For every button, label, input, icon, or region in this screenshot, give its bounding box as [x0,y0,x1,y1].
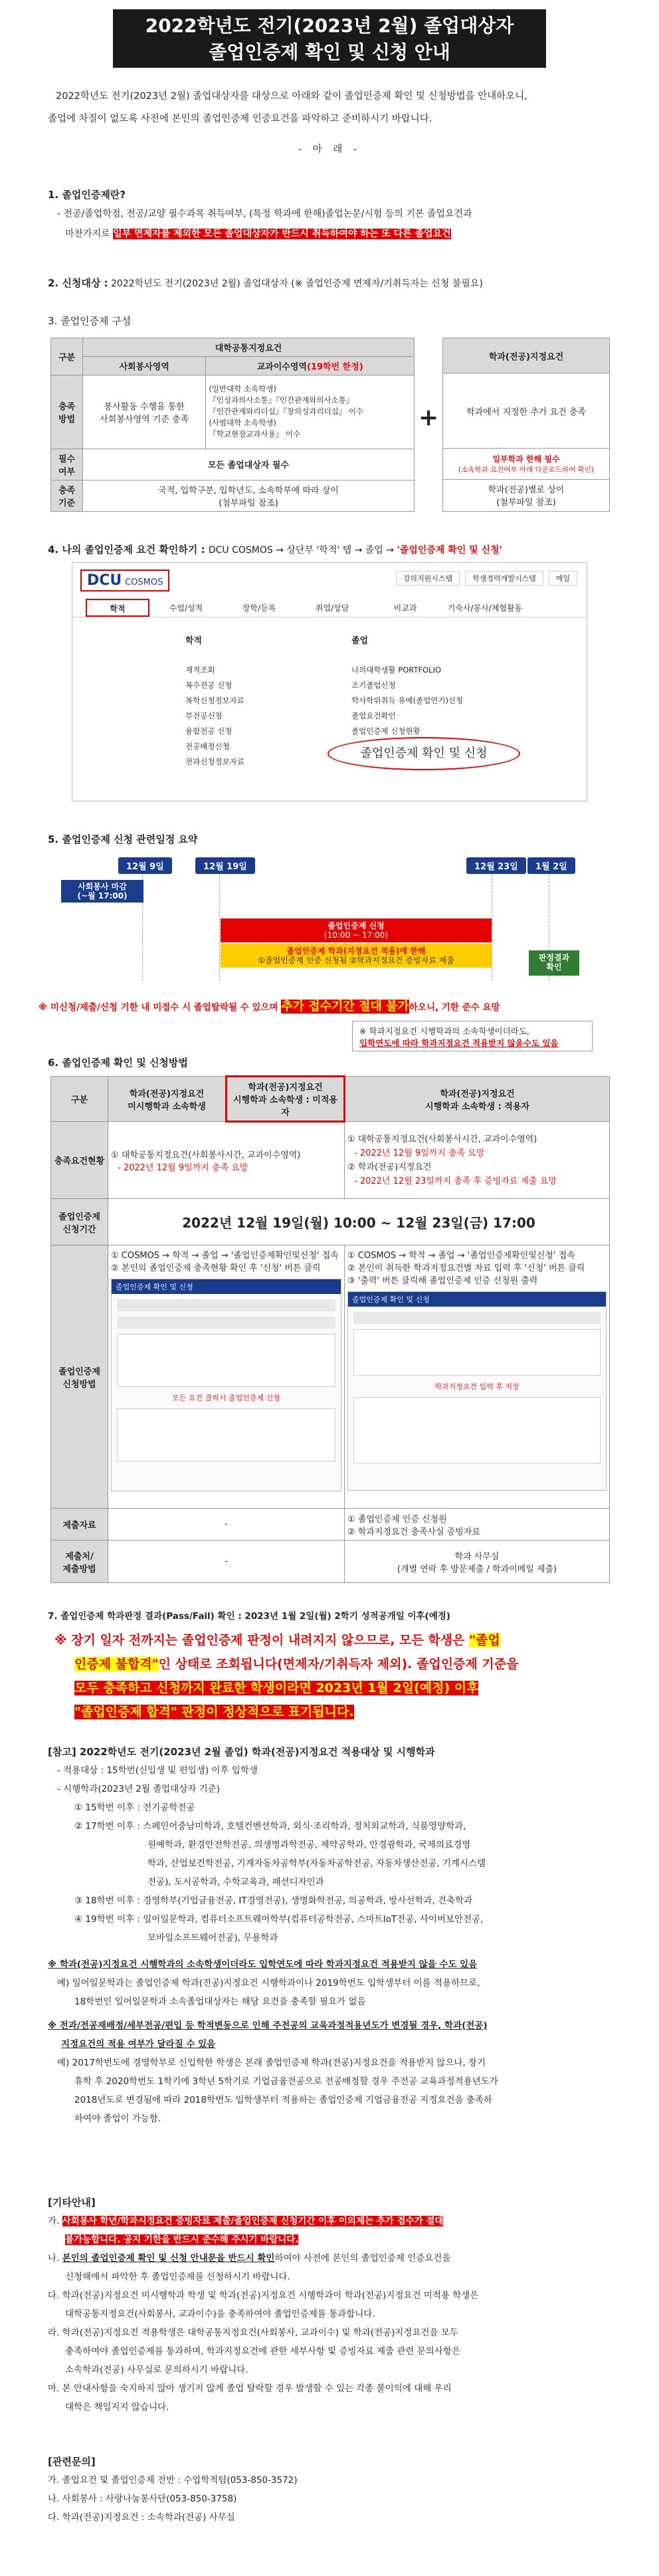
requirement-status-c [345,1122,610,1199]
submission-place-c-line-1: 학과 사무실 [454,1551,500,1562]
method-ab-line-2: ② 본인의 졸업인증제 충족현황 확인 후 '신청' 버튼 클릭 [111,1263,321,1273]
etc-na-label: 나. [48,2253,62,2264]
certification-callout[interactable]: 졸업인증제 확인 및 신청 [328,737,520,770]
warning-line-4-hl: "졸업인증제 합격" 판정이 정상적으로 표기됩니다. [74,1705,354,1719]
reference-target: - 적용대상 : 15학번(신입생 및 편입생) 이후 입학생 [57,1765,258,1776]
submission-docs-c-line-1: ① 졸업인증제 인증 신청원 [347,1514,447,1525]
criteria-major-cell: 학과(전공)별로 상이 (첨부파일 참조) [443,479,610,511]
col-major-exempt-line-2: 시행학과 소속학생 : 미적용자 [233,1095,337,1118]
submission-docs-ab: - [108,1509,345,1541]
reference-item-18: ③ 18학번 이후 : 경영학부(기업금융전공, IT경영전공), 생명화학전공, 의공학과, 방사선학과, 건축학과 [74,1895,473,1906]
col-no-major-line-2: 미시행학과 소속학생 [128,1101,206,1112]
bar-major-submission [221,944,492,968]
section-1-heading: 1. 졸업인증제란? [48,189,126,201]
bar-social-deadline: 사회봉사 마감 (~월 17:00) [61,880,143,903]
date-dec-19: 12월 19일 [195,857,255,874]
top-link-career[interactable]: 학생경력개발시스템 [465,571,543,586]
row-required: 필수 여부 [51,449,83,480]
top-link-lms[interactable]: 강의지원시스템 [396,571,460,586]
menu-item-double-major[interactable]: 복수전공 신청 [185,681,233,690]
cosmos-logo [80,570,169,591]
section-3-heading: 3. 졸업인증제 구성 [48,315,132,327]
contact-department: 다. 학과(전공)지정요건 : 소속학과(전공) 사무실 [48,2512,235,2523]
major-method-cell: 학과에서 지정한 추가 요건 충족 [443,374,610,449]
required-major-line-1: 일부학과 한해 필수 [492,454,560,464]
etc-section [48,2193,632,2416]
cosmos-logo-main: DCU [87,572,122,589]
etc-ga-highlight-2: 불가능합니다. 공지 기한을 반드시 준수해 주시기 바랍니다. [65,2234,299,2245]
nav-tab-scholarship[interactable]: 장학/등록 [242,603,276,613]
title-line-1: 2022학년도 전기(2023년 2월) 졸업대상자 [145,15,514,37]
reference-note-2-example-b: 휴학 후 2020학번도 1학기에 3학년 5학기로 기업금융전공으로 전공배정할 경우 주전공 교육과정적용년도가 [74,2076,498,2087]
reference-section [48,1743,632,2128]
section-1-line-1: - 전공/졸업학점, 전공/교양 필수과목 취득여부, (특정 학과에 한해)졸업논문/시험 등의 기본 졸업요건과 [57,209,472,219]
reference-note-2-example-a: 예) 2017학번도에 경영학부로 신입학한 학생은 본래 졸업인증제 학과(전공)지정요건을 적용받지 않으나, 장기 [57,2058,486,2068]
menu-item-requirement-check[interactable]: 졸업요건확인 [351,711,396,720]
row-method: 충족 방법 [51,376,83,449]
col-liberal-highlight: (19학번 한정) [306,362,363,373]
reference-item-17-c: 학과, 산업보건학전공, 기계자동차공학부(자동차공학전공, 자동차생산전공, 기계시스템 [147,1858,486,1869]
title-banner [113,9,546,68]
warning-suffix: 하오니, 기한 준수 요망 [409,1002,500,1013]
note-line-2: 입학연도에 따라 학과지정요건 적용받지 않을수도 있음 [359,1038,559,1048]
contact-volunteer: 나. 사회봉사 : 사랑나눔봉사단(053-850-3758) [48,2494,237,2504]
row-application-period: 졸업인증제 신청기간 [51,1199,108,1245]
col-liberal-label: 교과이수영역 [256,362,307,373]
section-1-body [48,204,619,244]
reference-item-19-a: ④ 19학번 이후 : 일어일문학과, 컴퓨터소프트웨어학부(컴퓨터공학전공, 스마트IoT전공, 사이버보안전공, [74,1914,484,1925]
section-2-heading: 2. 신청대상 : [48,277,108,289]
reference-item-17-a: ② 17학번 이후 : 스페인어중남미학과, 호텔컨벤션학과, 외식·조리학과, 정치외교학과, 식품영양학과, [74,1821,466,1832]
etc-ma-2: 대학은 책임지지 않습니다. [65,2402,169,2413]
etc-ra-3: 소속학과(전공) 사무실로 문의하시기 바랍니다. [65,2365,248,2375]
menu-academic-head: 학적 [185,636,203,646]
reference-note-1-example-a: 예) 일어일문학과는 졸업인증제 학과(전공)지정요건 시행학과이나 2019학번도 입학생부터 이를 적용하므로, [57,1978,480,1988]
row-application-method: 졸업인증제 신청방법 [51,1245,108,1509]
application-period-cell: 2022년 12월 19일(월) 10:00 ~ 12월 23일(금) 17:00 [108,1199,610,1245]
intro-paragraph [48,85,611,161]
warning-line-3 [54,1676,619,1700]
contact-graduation: 가. 졸업요건 및 졸업인증제 전반 : 수업학적팀(053-850-3572) [48,2475,298,2486]
date-dec-23: 12월 23일 [466,857,526,874]
etc-da-1: 다. 학과(전공)지정요건 미시행학과 학생 및 학과(전공)지정요건 시행학과이 학과(전공)지정요건 미적용 학생은 [48,2290,479,2301]
col-no-major-line-1: 학과(전공)지정요건 [129,1089,205,1099]
col-gubun: 구분 [51,338,83,376]
section-4-path-highlight: '졸업인증제 확인 및 신청' [397,545,502,556]
reference-note-2-b: 지정요건의 적용 여부가 달라질 수 있음 [61,2039,216,2050]
shot-c-grid [353,1329,601,1376]
submission-place-c [345,1541,610,1583]
warning-line-1 [54,1628,619,1652]
bar-apply-line-2: (10:00 ~ 17:00) [324,930,389,940]
reference-item-17-d: 전공), 도시공학과, 수학교육과, 패션디자인과 [147,1877,324,1887]
method-c-screenshot [347,1291,607,1491]
section-1-highlight: 일부 면제자를 제외한 모든 졸업대상자가 반드시 취득하여야 하는 또 다른 졸업요건 [113,229,451,239]
col-common: 대학공통지정요건 [83,338,415,357]
reference-note-2-a: ※ 전과/전공재배정/세부전공/편입 등 학적변동으로 인해 주전공의 교육과정적용년도가 변경될 경우, 학과(전공) [48,2020,488,2031]
section-2 [48,276,619,290]
major-requirement-table [442,338,610,512]
etc-ra-1: 라. 학과(전공)지정요건 적용학생은 대학공통지정요건(사회봉사, 교과이수) 및 학과(전공)지정요건을 모두 [48,2327,458,2338]
shot-ab-grid-2 [117,1408,335,1461]
menu-item-enrollment[interactable]: 재적조회 [185,665,215,675]
requirement-c-line-3: ② 학과(전공)지정요건 [347,1162,432,1172]
col-social: 사회봉사영역 [83,357,206,376]
reference-note-2-example-d: 하여야 졸업이 가능함. [74,2113,161,2124]
social-method-cell: 봉사활동 수행을 통한 사회봉사영역 기준 충족 [83,376,206,449]
intro-line-2: 졸업에 차질이 없도록 사전에 본인의 졸업인증제 인증요건을 파악하고 준비하시기 바랍니다. [48,114,432,124]
section-4-path: DCU COSMOS → 상단부 '학적' 탭 → 졸업 → [208,545,397,556]
reference-note-1-example-b: 18학번인 일어일문학과 소속졸업대상자는 해당 요건을 충족할 필요가 없음 [74,1996,366,2007]
row-submission-docs: 제출자료 [51,1509,108,1541]
dec-19-guide [219,875,220,981]
schedule-timeline [50,857,609,984]
etc-da-2: 대학공통지정요건(사회봉사, 교과이수)을 충족하여야 졸업인증제를 통과합니다. [65,2309,375,2319]
section-2-text: 2022학년도 전기(2023년 2월) 졸업대상자 (※ 졸업인증제 면제자/기취득자는 신청 불필요) [111,278,483,289]
bar-apply-line-1: 졸업인증제 신청 [328,921,385,930]
etc-heading: [기타안내] [48,2197,96,2208]
shot-ab-row-2 [117,1317,335,1329]
bar-result: 판정결과 확인 [529,950,579,976]
reference-item-15: ① 15학번 이후 : 전기공학전공 [74,1802,195,1813]
menu-item-minor[interactable]: 부전공신청 [185,711,223,720]
contact-heading: [관련문의] [48,2456,96,2468]
submission-place-ab: - [108,1541,345,1583]
menu-graduation-head: 졸업 [351,636,369,646]
warning-line-3-hl: 모두 충족하고 신청까지 완료한 학생이라면 2023년 1월 2일(예정) 이후 [74,1681,479,1695]
reference-heading: [참고] 2022학년도 전기(2023년 2월 졸업) 학과(전공)지정요건 적용대상 및 시행학과 [48,1746,435,1758]
shot-ab-row-1 [117,1299,335,1311]
section-1-line-2-prefix: 마찬가지로 [65,229,114,239]
method-c-line-1: ① COSMOS → 학적 → 졸업 → '졸업인증제확인및신청' 접속 [347,1251,575,1261]
col-major-applied-line-1: 학과(전공)지정요건 [440,1089,515,1099]
cosmos-screenshot [72,562,587,802]
etc-ga-highlight-1: 사회봉사 학년/학과시정요건 증빙자료 제출/졸업인증제 신청기간 이후 이의제는 추가 접수가 절대 [62,2216,444,2226]
section-4-heading [48,542,632,556]
requirement-c-line-2: - 2022년 12월 9일까지 충족 요망 [354,1148,485,1158]
required-major-line-2: (소속학과 요건여부 아래 다운로드하여 확인) [458,465,595,474]
shot-c-title: 졸업인증제 확인 및 신청 [348,1292,606,1307]
etc-na-text: 하여야 사전에 본인의 졸업인증제 인증요건을 [274,2253,451,2264]
reference-departments-label: - 시행학과(2023년 2월 졸업대상자 기준) [57,1784,221,1794]
etc-na-emphasis: 본인의 졸업인증제 확인 및 신청 안내문을 반드시 확인 [62,2253,275,2264]
reference-item-17-b: 원예학과, 환경안전학전공, 의생명과학전공, 제약공학과, 안경광학과, 국제의료경영 [147,1840,471,1850]
intro-line-1: 2022학년도 전기(2023년 2월) 졸업대상자를 대상으로 아래와 같이 졸업인증제 확인 및 신청방법을 안내하오니, [56,91,527,102]
shot-c-hint: 학과지정요건 입력 후 저장 [434,1382,519,1391]
reference-note-1: ※ 학과(전공)지정요건 시행학과의 소속학생이더라도 입학연도에 따라 학과지정요건 적용받지 않을 수도 있음 [48,1959,478,1970]
method-c-line-2: ② 본인이 취득한 학과지정요건별 자료 입력 후 '신청' 버튼 클릭 [347,1263,585,1273]
section-7-warning [54,1628,619,1724]
cosmos-top-links [396,571,577,586]
col-major-exempt [227,1077,345,1122]
warning-line-2-hl: 인증제 불합격" [74,1657,159,1671]
reference-note-2-example-c: 2018년도로 변경됨에 따라 2018학번도 입학생부터 적용하는 졸업인증제 기업금융전공 지정요건을 충족하 [74,2095,492,2105]
bar-major-line-2: ①졸업인증제 인증 신청됨 ②학과지정요건 증빙자료 제출 [258,956,454,965]
top-link-mail[interactable]: 메일 [549,571,577,586]
required-major-cell [443,448,610,479]
row-requirement-status: 충족요건현황 [51,1122,108,1199]
section-4-heading-label: 4. 나의 졸업인증제 요건 확인하기 : [48,544,209,556]
shot-ab-grid [117,1334,335,1387]
nav-tab-extracurricular[interactable]: 비교과 [393,603,417,613]
date-dec-9: 12월 9일 [118,857,172,874]
section-6-heading: 6. 졸업인증제 확인 및 신청방법 [48,1057,188,1069]
section-1-line-2 [57,224,619,244]
nav-tab-dorm[interactable]: 기숙사/봉사/체험활동 [447,603,523,613]
col-major-exempt-line-1: 학과(전공)지정요건 [248,1083,323,1093]
submission-docs-c-line-2: ② 학과지정요건 충족사실 증빙자료 [347,1527,480,1537]
row-criteria: 충족 기준 [51,480,83,511]
menu-item-postpone[interactable]: 학사학위취득 유예(졸업연기)신청 [351,696,464,705]
date-jan-2: 1월 2일 [527,857,575,874]
row-submission-place: 제출처/ 제출방법 [51,1541,108,1583]
menu-item-early-graduation[interactable]: 조기졸업신청 [351,681,396,690]
menu-item-major-assign[interactable]: 전공배정신청 [185,742,230,751]
method-ab-line-1: ① COSMOS → 학적 → 졸업 → '졸업인증제확인및신청' 접속 [111,1251,339,1261]
bar-major-line-1: 졸업인증제 학과(지정요건 적용)에 한해 [286,946,426,956]
criteria-common-cell: 국적, 입학구분, 입학년도, 소속학부에 따라 상이 (첨부파일 참조) [83,480,415,511]
etc-ga-label: 가. [48,2216,62,2226]
requirement-ab-line-2: - 2022년 12월 9일까지 충족 요망 [118,1163,248,1173]
requirement-status-ab [108,1122,345,1199]
etc-na-2: 신청해에서 파악한 후 졸업인증제를 신청하시기 바랍니다. [65,2272,290,2282]
nav-tab-career[interactable]: 취업/상담 [315,603,349,613]
required-common-cell: 모든 졸업대상자 필수 [83,449,415,480]
col-no-major [108,1077,227,1122]
application-method-c [345,1245,610,1509]
warning-line-1-hl: "졸업 [469,1633,500,1648]
shot-ab-title: 졸업인증제 확인 및 신청 [112,1279,341,1294]
warning-prefix: ※ 미신청/제출/신청 기한 내 미접수 시 졸업탈락될 수 있으며 [39,1002,282,1013]
menu-item-transfer[interactable]: 전과신청정보자료 [185,757,244,766]
col-gubun-2: 구분 [51,1077,108,1122]
menu-item-certification-status[interactable]: 졸업인증제 신청현황 [351,726,421,736]
title-line-2: 졸업인증제 확인 및 신청 안내 [209,41,450,63]
method-c-line-3: ③ '출력' 버튼 클릭해 졸업인증제 인증 신청원 출력 [347,1276,538,1286]
plus-sign: + [419,404,439,431]
menu-academic-list [185,663,244,770]
warning-line-2 [54,1652,619,1676]
intro-divider: - 아 래 - [298,144,361,155]
submission-place-c-line-2: (개별 연락 후 방문제출 / 학과이메일 제출) [397,1564,557,1574]
warning-line-4 [54,1700,619,1724]
reference-item-19-b: 모바일소프트웨어전공), 무용학과 [147,1933,278,1943]
col-major: 학과(전공)지정요건 [443,338,610,374]
application-table [50,1075,610,1583]
shot-c-grid-2 [353,1397,601,1463]
liberal-method-cell: (일반대학 소속학생) 『인성과의사소통』『인간관계와의사소통』 『인간관계와리더십』『창의성과리더십』 이수 (사범대학 소속학생) 『학교현장교과사용』 이수 [206,376,415,449]
cosmos-logo-sub: COSMOS [125,578,163,588]
warning-line-2-text: 인 상태로 조회됩니다(면제자/기취득자 제외). 졸업인증제 기준을 [158,1657,519,1671]
etc-ga [48,2212,632,2230]
requirement-c-line-1: ① 대학공통지정요건(사회봉사시간, 교과이수영역) [347,1134,537,1144]
section-7-heading: 7. 졸업인증제 학과판정 결과(Pass/Fail) 확인 : 2023년 1월 2일(월) 2학기 성적공개일 이후(예정) [48,1611,450,1622]
col-major-applied [345,1077,610,1122]
section-5-heading: 5. 졸업인증제 신청 관련일정 요약 [48,833,198,845]
shot-ab-hint: 모든 요건 클릭시 졸업인증제 신청 [172,1394,280,1402]
requirement-ab-line-1: ① 대학공통지정요건(사회봉사시간, 교과이수영역) [111,1150,301,1160]
nav-tab-academic[interactable]: 학적 [86,599,149,617]
etc-ra-2: 충족하여야 졸업인증제를 통과하며, 학과지정요건에 관한 세부사항 및 증빙자료 제출 관련 문의사항은 [65,2346,460,2357]
bar-apply [221,918,492,942]
cosmos-nav [72,599,587,617]
col-liberal [206,357,415,376]
contact-section [48,2452,632,2527]
note-line-1: ※ 학과지정요건 시행학과의 소속학생이더라도, [359,1026,529,1036]
menu-item-convergence[interactable]: 융합전공 신청 [185,726,233,736]
warning-line-1-text: ※ 장기 일자 전까지는 졸업인증제 판정이 내려지지 않으므로, 모든 학생은 [54,1633,470,1648]
nav-tab-class[interactable]: 수업/성적 [169,603,203,613]
menu-item-return[interactable]: 복학신청정보자료 [185,696,244,705]
col-major-applied-line-2: 시행학과 소속학생 : 적용자 [425,1101,529,1112]
menu-graduation-list [351,663,463,739]
etc-na [48,2249,632,2268]
shot-c-row-1 [353,1312,601,1324]
common-requirement-table [50,338,415,512]
warning-highlight: 추가 접수기간 절대 불가 [281,1000,409,1014]
menu-item-portfolio[interactable]: 나의대학생활 PORTFOLIO [351,665,441,675]
section-1 [48,187,619,244]
section-6-note [352,1021,593,1051]
requirement-c-line-4: - 2022년 12월 23일까지 충족 후 증빙자료 제출 요망 [354,1176,557,1186]
etc-ga-2 [48,2230,632,2249]
schedule-warning [39,997,623,1014]
etc-ma-1: 마. 본 안내사항을 숙지하지 않아 생기지 않게 졸업 탈락할 경우 발생할 수 있는 각종 불이익에 대해 우리 [48,2383,452,2394]
application-method-ab [108,1245,345,1509]
method-ab-screenshot [111,1279,341,1491]
submission-docs-c [345,1509,610,1541]
